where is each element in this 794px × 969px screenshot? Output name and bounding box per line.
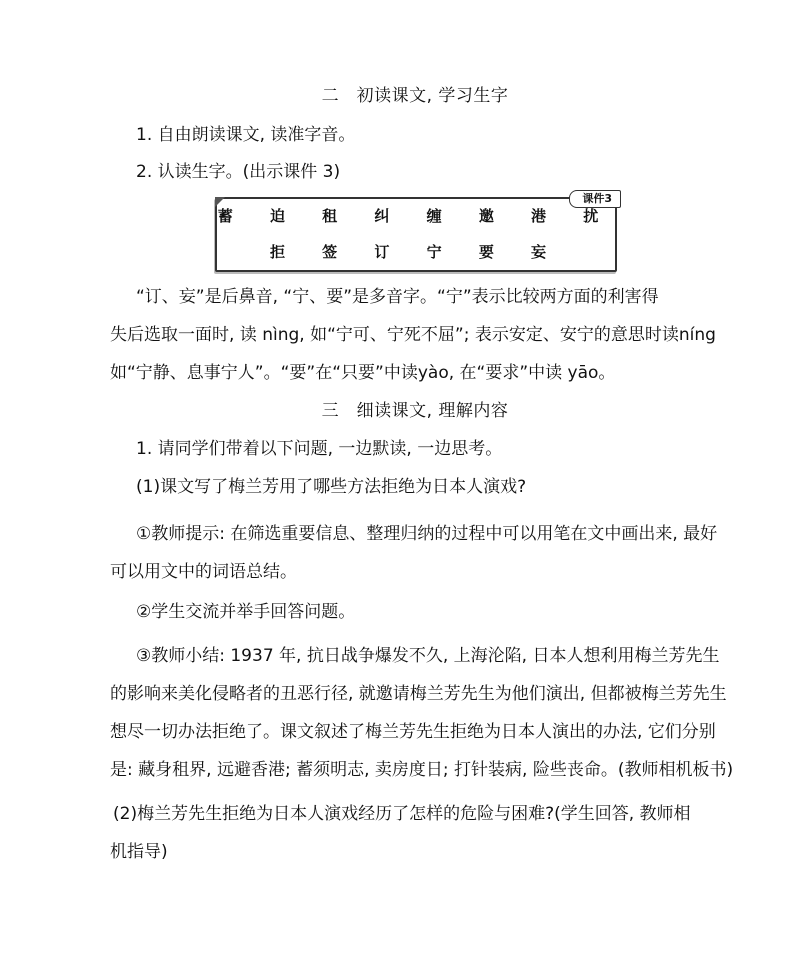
teacher-hint-line: 可以用文中的词语总结。 — [110, 562, 297, 582]
section-heading-3: 三 细读课文, 理解内容 — [321, 401, 509, 421]
teacher-summary-line: 的影响来美化侵略者的丑恶行径, 就邀请梅兰芳先生为他们演出, 但都被梅兰芳先生 — [110, 684, 727, 704]
teacher-summary-line: 想尽一切办法拒绝了。课文叙述了梅兰芳先生拒绝为日本人演出的办法, 它们分别 — [110, 722, 716, 742]
teacher-summary-line: 是: 藏身租界, 远避香港; 蓄须明志, 卖房度日; 打针装病, 险些丧命。(教师相机板书) — [110, 760, 734, 780]
question-2-line: (2)梅兰芳先生拒绝为日本人演戏经历了怎样的危险与困难?(学生回答, 教师相 — [113, 804, 691, 824]
instruction-text: 1. 请同学们带着以下问题, 一边默读, 一边思考。 — [136, 439, 503, 459]
teacher-summary-line: ③教师小结: 1937 年, 抗日战争爆发不久, 上海沦陷, 日本人想利用梅兰芳先生 — [136, 646, 720, 666]
character-row-2: 拒 签 订 宁 要 妄 — [269, 243, 563, 261]
question-2-line: 机指导) — [110, 842, 168, 862]
courseware-box — [215, 192, 617, 272]
student-activity-text: ②学生交流并举手回答问题。 — [136, 602, 356, 622]
paragraph-line: 如“宁静、息事宁人”。“要”在“只要”中读yào, 在“要求”中读 yāo。 — [110, 363, 616, 383]
question-1-text: (1)课文写了梅兰芳用了哪些方法拒绝为日本人演戏? — [136, 477, 527, 497]
teacher-hint-line: ①教师提示: 在筛选重要信息、整理归纳的过程中可以用笔在文中画出来, 最好 — [136, 524, 718, 544]
courseware-tag: 课件3 — [569, 190, 621, 208]
paragraph-line: 失后选取一面时, 读 nìng, 如“宁可、宁死不屈”; 表示安定、安宁的意思时读níng — [110, 325, 716, 345]
character-row-1: 蓄 迫 租 纠 缠 邀 港 扰 — [217, 207, 615, 225]
step-1-text: 1. 自由朗读课文, 读准字音。 — [136, 125, 356, 145]
step-2-text: 2. 认读生字。(出示课件 3) — [136, 162, 341, 182]
paragraph-line: “订、妄”是后鼻音, “宁、要”是多音字。“宁”表示比较两方面的利害得 — [136, 287, 659, 307]
section-heading-2: 二 初读课文, 学习生字 — [321, 86, 509, 106]
